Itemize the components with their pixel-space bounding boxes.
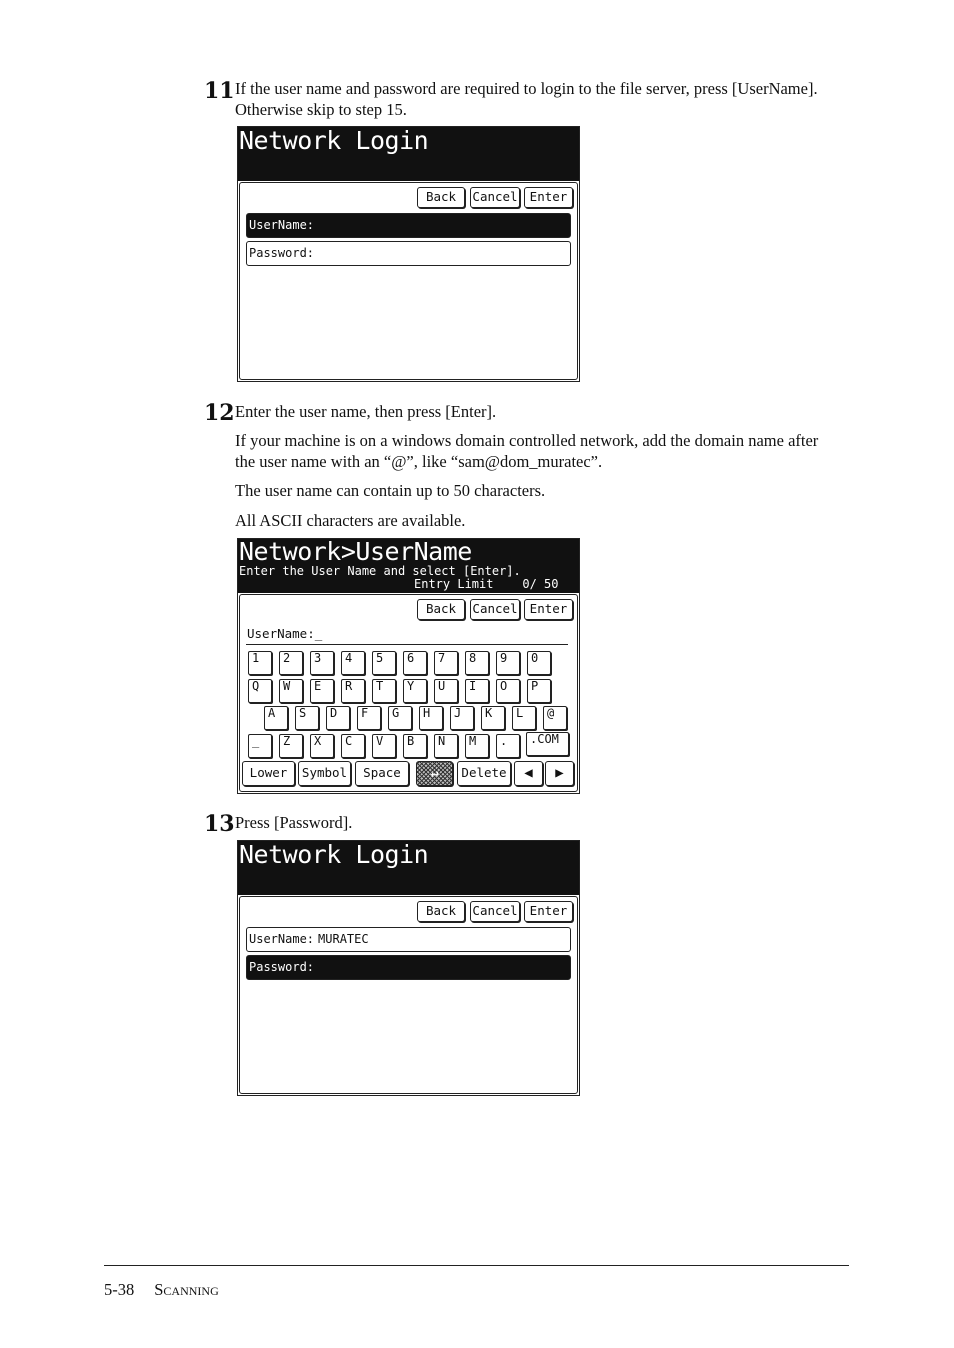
cancel-button[interactable]: Cancel <box>470 901 520 922</box>
screen-header <box>238 539 579 593</box>
screen-header <box>238 127 579 181</box>
username-entry-screen <box>237 538 580 794</box>
keyboard-key[interactable]: J <box>450 706 474 730</box>
screen-title: Network Login <box>239 840 429 869</box>
enter-button[interactable]: Enter <box>524 187 573 208</box>
keyboard-key[interactable]: D <box>326 706 350 730</box>
input-underline <box>246 644 568 645</box>
enter-button[interactable]: Enter <box>524 901 573 922</box>
step-11-text: If the user name and password are required to login to the file server, press [UserName]. Otherwise skip to step 15. <box>235 79 818 119</box>
keyboard-key[interactable]: K <box>481 706 505 730</box>
step-13-text: Press [Password]. <box>235 813 353 832</box>
keyboard-key[interactable]: U <box>434 679 458 703</box>
keyboard-key[interactable]: 8 <box>465 651 489 675</box>
keyboard-key[interactable]: B <box>403 734 427 758</box>
keyboard-key[interactable]: M <box>465 734 489 758</box>
right-arrow-icon[interactable]: ▶ <box>545 761 574 786</box>
keyboard-key[interactable]: T <box>372 679 396 703</box>
screen-body <box>239 182 578 380</box>
keyboard-key[interactable]: F <box>357 706 381 730</box>
keyboard-key[interactable]: 7 <box>434 651 458 675</box>
back-button[interactable]: Back <box>417 599 465 620</box>
password-field[interactable]: Password: <box>246 241 571 266</box>
keyboard-key[interactable]: 0 <box>527 651 551 675</box>
keyboard-key[interactable]: Q <box>248 679 272 703</box>
page-footer <box>104 1280 219 1300</box>
enter-key-icon[interactable]: ↵ <box>416 761 453 786</box>
keyboard-key[interactable]: E <box>310 679 334 703</box>
username-field[interactable]: UserName: <box>246 213 571 238</box>
footer-rule <box>104 1265 849 1266</box>
step-12-ascii-note: All ASCII characters are available. <box>235 511 466 530</box>
keyboard-key[interactable]: 2 <box>279 651 303 675</box>
screen-header <box>238 841 579 895</box>
symbol-key[interactable]: Symbol <box>298 761 351 786</box>
keyboard-key[interactable]: V <box>372 734 396 758</box>
enter-button[interactable]: Enter <box>524 599 573 620</box>
screen-instruction: Enter the User Name and select [Enter]. <box>239 564 521 578</box>
keyboard-key[interactable]: X <box>310 734 334 758</box>
back-button[interactable]: Back <box>417 187 465 208</box>
keyboard-key[interactable]: G <box>388 706 412 730</box>
step-number: 12 <box>204 400 235 426</box>
keyboard-key[interactable]: A <box>264 706 288 730</box>
keyboard-key[interactable]: N <box>434 734 458 758</box>
step-number: 13 <box>204 811 235 837</box>
network-login-screen <box>237 126 580 382</box>
keyboard-key[interactable]: _ <box>248 734 272 758</box>
keyboard-key[interactable]: P <box>527 679 551 703</box>
entry-limit: Entry Limit 0/ 50 <box>414 577 559 591</box>
keyboard-key[interactable]: . <box>496 734 520 758</box>
screen-title: Network Login <box>239 126 429 155</box>
lower-key[interactable]: Lower <box>242 761 295 786</box>
network-login-screen <box>237 840 580 1096</box>
keyboard-key[interactable]: 3 <box>310 651 334 675</box>
username-label: UserName: <box>249 932 315 946</box>
keyboard-key[interactable]: 1 <box>248 651 272 675</box>
keyboard-key[interactable]: L <box>512 706 536 730</box>
username-value: MURATEC <box>318 932 369 946</box>
keyboard-key[interactable]: R <box>341 679 365 703</box>
screen-title: Network>UserName <box>239 537 472 566</box>
keyboard-key[interactable]: C <box>341 734 365 758</box>
password-field[interactable]: Password: <box>246 955 571 980</box>
screen-body <box>239 896 578 1094</box>
keyboard-key[interactable]: Z <box>279 734 303 758</box>
space-key[interactable]: Space <box>355 761 409 786</box>
step-12-text: Enter the user name, then press [Enter]. <box>235 402 497 421</box>
keyboard-key[interactable]: H <box>419 706 443 730</box>
username-field[interactable] <box>246 927 571 952</box>
keyboard-key[interactable]: O <box>496 679 520 703</box>
back-button[interactable]: Back <box>417 901 465 922</box>
screen-body <box>239 594 578 792</box>
keyboard-key[interactable]: S <box>295 706 319 730</box>
username-input[interactable]: UserName:_ <box>247 626 323 641</box>
keyboard-key[interactable]: 4 <box>341 651 365 675</box>
keyboard-key[interactable]: 9 <box>496 651 520 675</box>
step-12-length-note: The user name can contain up to 50 characters. <box>235 481 546 500</box>
keyboard-key[interactable]: @ <box>543 706 567 730</box>
keyboard-key[interactable]: Y <box>403 679 427 703</box>
keyboard-key[interactable]: W <box>279 679 303 703</box>
section-name: Scanning <box>154 1280 219 1299</box>
keyboard-key[interactable]: 5 <box>372 651 396 675</box>
step-12-domain-note: If your machine is on a windows domain controlled network, add the domain name after the user name with an “@”, like “sam@dom_muratec”. <box>235 431 819 471</box>
cancel-button[interactable]: Cancel <box>470 599 520 620</box>
com-key[interactable]: .COM <box>526 732 569 756</box>
step-number: 11 <box>204 78 235 104</box>
keyboard-key[interactable]: 6 <box>403 651 427 675</box>
left-arrow-icon[interactable]: ◀ <box>514 761 543 786</box>
delete-key[interactable]: Delete <box>457 761 511 786</box>
cancel-button[interactable]: Cancel <box>470 187 520 208</box>
page-number: 5-38 <box>104 1280 135 1299</box>
keyboard-key[interactable]: I <box>465 679 489 703</box>
